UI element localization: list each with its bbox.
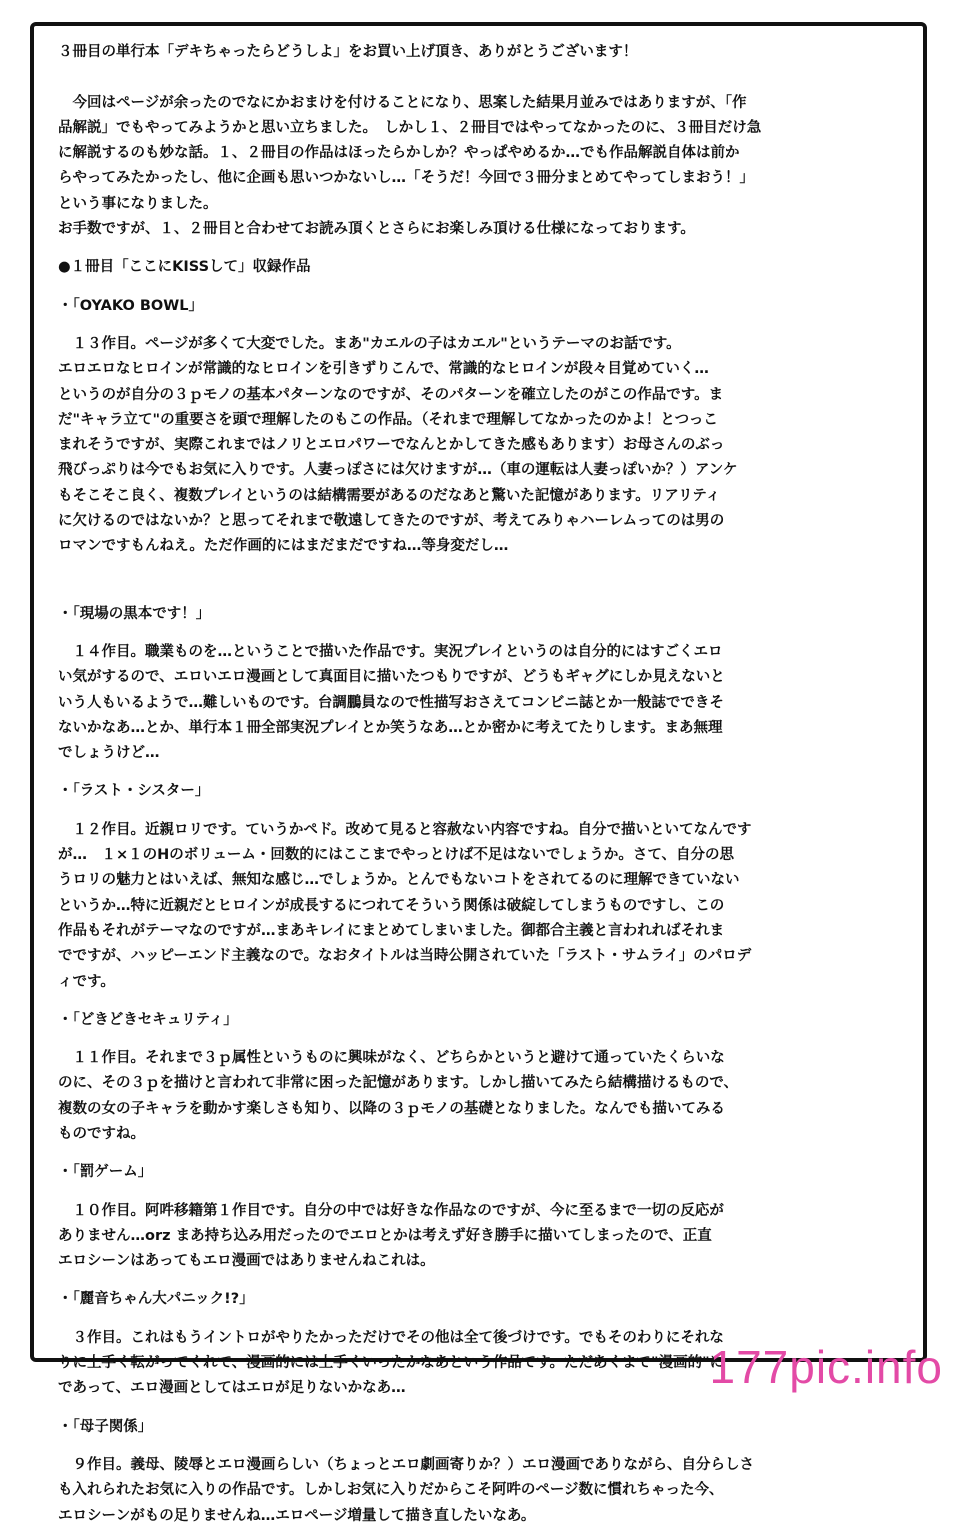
section-line: 飛びっぷりは今でもお気に入りです。人妻っぽさには欠けますが…（車の運転は人妻っぽいか？）アンケ [58, 462, 738, 479]
intro-line: ３冊目の単行本「デキちゃったらどうしよ」をお買い上げ頂き、ありがとうございます！ [58, 44, 638, 60]
section-line: でですが、ハッピーエンド主義なので。なおタイトルは当時公開されていた「ラスト・サムライ」のパロデ [58, 948, 752, 965]
section-line: １２作目。近親ロリです。ていうかペド。改めて見ると容赦ない内容ですね。自分で描いといてなんです [58, 821, 752, 838]
section-line: も入れられたお気に入りの作品です。しかしお気に入りだからこそ阿吽のページ数に慣れちゃった今、 [58, 1482, 724, 1499]
section-line: であって、エロ漫画としてはエロが足りないかなあ… [58, 1380, 406, 1397]
section-line: というのが自分の３ｐモノの基本パターンなのですが、そのパターンを確立したのがこの作品です。ま [58, 386, 724, 403]
section-line: １３作目。ページが多くて大変でした。まあ"カエルの子はカエル"というテーマのお話です。 [58, 335, 681, 352]
section-line: １４作目。職業ものを…ということで描いた作品です。実況プレイというのは自分的にはすごくエロ [58, 643, 723, 660]
site-watermark: 177pic.info [709, 1341, 943, 1393]
section-line: ものですね。 [58, 1125, 145, 1142]
section-line: ありません…orz まあ持ち込み用だったのでエロとかは考えず好き勝手に描いてしまったので、正直 [58, 1227, 712, 1244]
section-title: ・「罰ゲーム」 [58, 1164, 153, 1181]
intro-line: 品解説」でもやってみようかと思い立ちました。 しかし１、２冊目ではやってなかったのに、３冊目だけ急 [58, 119, 762, 136]
section-line: というか…特に近親だとヒロインが成長するにつれてそういう関係は破綻してしまうものですし、この [58, 897, 725, 914]
section-line: ィです。 [58, 973, 115, 990]
section-line: 作品もそれがテーマなのですが…まあキレイにまとめてしまいました。御都合主義と言われればそれま [58, 922, 725, 939]
afterword-text [58, 40, 908, 1529]
section-line: ９作目。義母、陵辱とエロ漫画らしい（ちょっとエロ劇画寄りか？）エロ漫画でありながら、自分らしさ [58, 1456, 754, 1473]
section-line: うロリの魅力とはいえば、無知な感じ…でしょうか。とんでもないコトをされてるのに理解できていない [58, 872, 740, 889]
section-line: 複数の女の子キャラを動かす楽しさも知り、以降の３ｐモノの基礎となりました。なんでも描いてみる [58, 1100, 725, 1117]
section-line: エロエロなヒロインが常識的なヒロインを引きずりこんで、常識的なヒロインが段々目覚めていく… [58, 361, 709, 378]
section-line: でしょうけど… [58, 745, 160, 762]
section-title: ・「麗音ちゃん大パニック!?」 [58, 1291, 254, 1308]
intro-line [58, 65, 908, 90]
section-title: ・「母子関係」 [58, 1418, 153, 1435]
book-heading: ●１冊目「ここにKISSして」収録作品 [58, 259, 311, 276]
section-line: のに、その３ｐを描けと言われて非常に困った記憶があります。しかし描いてみたら結構描けるもので、 [58, 1075, 739, 1092]
section-line: １１作目。それまで３ｐ属性というものに興味がなく、どちらかというと避けて通っていたくらいな [58, 1050, 725, 1067]
section-title: ・「現場の黒本です！」 [58, 605, 211, 622]
section-line: ないかなあ…とか、単行本１冊全部実況プレイとか笑うなあ…とか密かに考えてたりします。まあ無理 [58, 719, 723, 736]
section-line: エロシーンはあってもエロ漫画ではありませんねこれは。 [58, 1253, 435, 1270]
section-line: に欠けるのではないか？と思ってそれまで敬遠してきたのですが、考えてみりゃハーレムってのは男の [58, 513, 725, 530]
intro-line: らやってみたかったし、他に企画も思いつかないし…「そうだ！今回で３冊分まとめてやってしまおう！」 [58, 170, 754, 187]
section-line: が… １×１のHのボリューム・回数的にはここまでやっとけば不足はないでしょうか。さて、自分の思 [58, 847, 735, 864]
section-title: ・「OYAKO BOWL」 [58, 297, 203, 314]
section-line: エロシーンがもの足りませんね…エロページ増量して描き直したいなあ。 [58, 1507, 536, 1524]
section-title: ・「どきどきセキュリティ」 [58, 1011, 238, 1028]
section-line: だ"キャラ立て"の重要さを頭で理解したのもこの作品。（それまで理解してなかったのかよ！とつっこ [58, 411, 718, 428]
section-line: １０作目。阿吽移籍第１作目です。自分の中では好きな作品なのですが、今に至るまで一切の反応が [58, 1202, 724, 1219]
intro-line: に解説するのも妙な話。１、２冊目の作品はほったらかしか？やっぱやめるか…でも作品解説自体は前か [58, 145, 740, 162]
section-line: い気がするので、エロいエロ漫画として真面目に描いたつもりですが、どうもギャグにしか見えないと [58, 669, 725, 686]
section-line: もそこそこ良く、複数プレイというのは結構需要があるのだなあと驚いた記憶があります。リアリティ [58, 487, 721, 504]
section-line: まれそうですが、実際これまではノリとエロパワーでなんとかしてきた感もあります）お母さんのぶっ [58, 437, 725, 454]
intro-line: お手数ですが、１、２冊目と合わせてお読み頂くとさらにお楽しみ頂ける仕様になっております。 [58, 221, 695, 238]
section-title: ・「ラスト・シスター」 [58, 783, 210, 800]
intro-line: という事になりました。 [58, 195, 218, 212]
intro-line: 今回はページが余ったのでなにかおまけを付けることになり、思案した結果月並みではありますが、「作 [58, 94, 747, 111]
section-line: りに上手く転がってくれて、漫画的には上手くいったかなあという作品です。ただあくまで"漫画的"に [58, 1355, 725, 1372]
section-line: ３作目。これはもうイントロがやりたかっただけでその他は全て後づけです。でもそのわりにそれな [58, 1329, 724, 1346]
section-line: ロマンですもんねえ。ただ作画的にはまだまだですね…等身変だし… [58, 538, 509, 555]
section-line: いう人もいるようで…難しいものです。台調鵬員なので性描写おさえてコンビニ誌とか一般誌でできそ [58, 694, 724, 711]
